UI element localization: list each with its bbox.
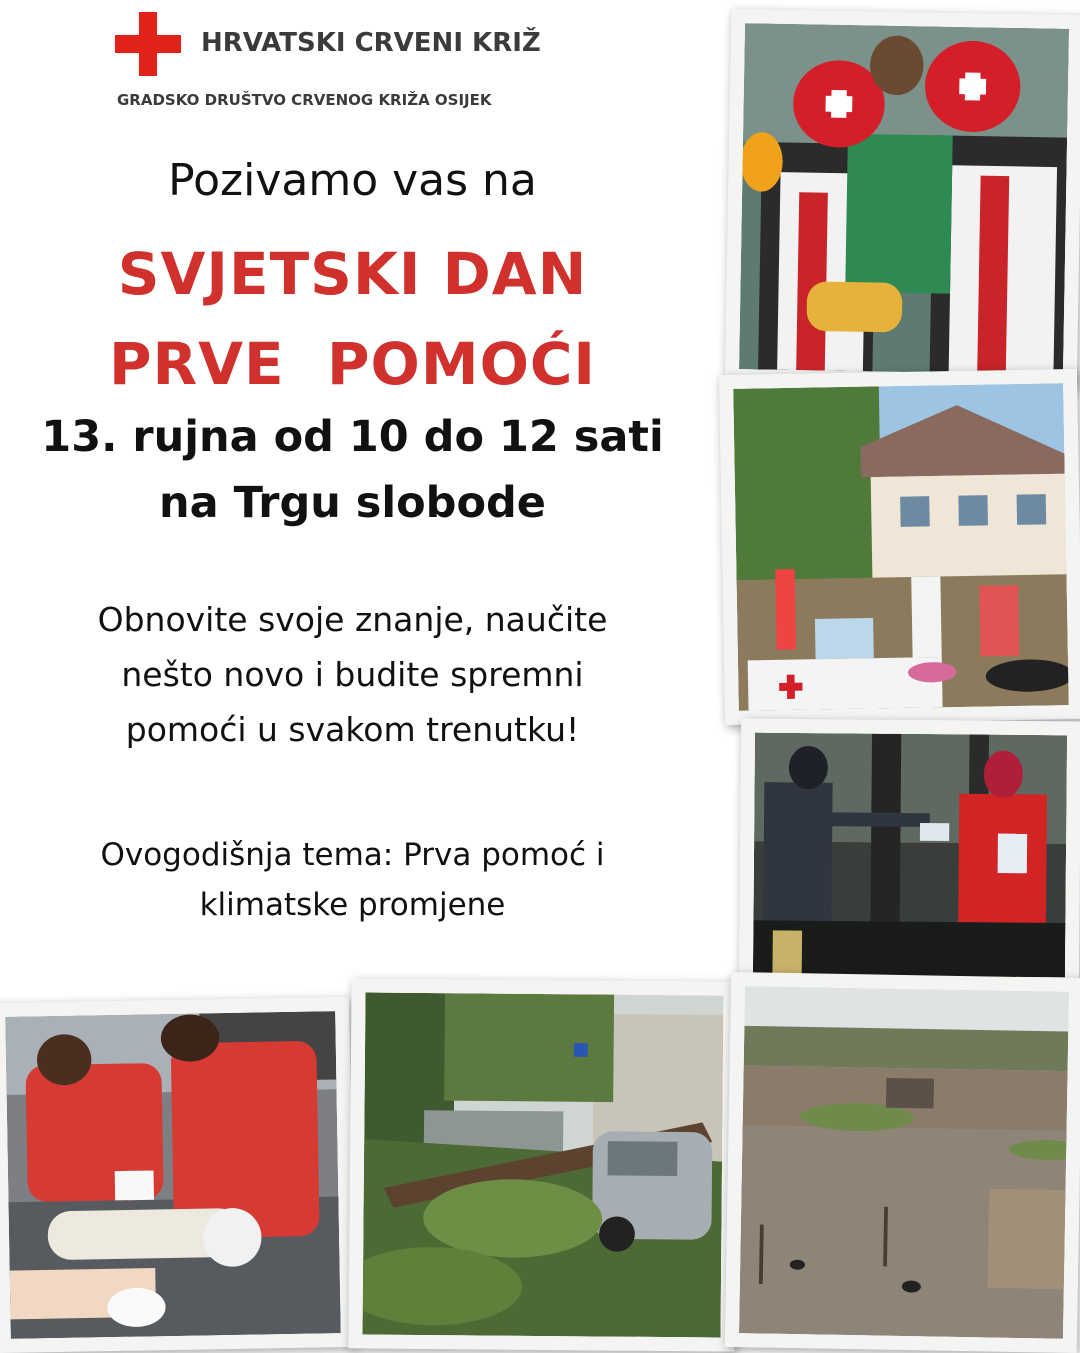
body-line: Obnovite svoje znanje, naučite [97,600,608,639]
logo [115,12,555,112]
event-date: 13. rujna od 10 do 12 sati [41,412,664,462]
photo-rescue-flood [725,9,1080,389]
theme-line: Ovogodišnja tema: Prva pomoć i [100,837,605,873]
theme-line: klimatske promjene [199,887,506,923]
photo-flood-relief [719,369,1080,725]
body-line: pomoći u svakom trenutku! [125,710,580,749]
photo-first-aid-training [0,997,355,1353]
photo-storm-damage [348,978,737,1351]
org-name: HRVATSKI CRVENI KRIŽ [201,28,541,58]
body-text [0,592,705,757]
event-location: na Trgu slobode [159,478,546,528]
event-title-line1: SVJETSKI DAN [117,240,588,308]
invite-text: Pozivamo vas na [168,155,537,206]
photo-flood-destruction [725,972,1080,1353]
body-line: nešto novo i budite spremni [121,655,584,694]
branch-name: GRADSKO DRUŠTVO CRVENOG KRIŽA OSIJEK [117,91,492,109]
photo-firefighter-water [739,719,1080,992]
event-title-line2: PRVE POMOĆI [108,330,597,398]
theme-text [0,830,705,930]
